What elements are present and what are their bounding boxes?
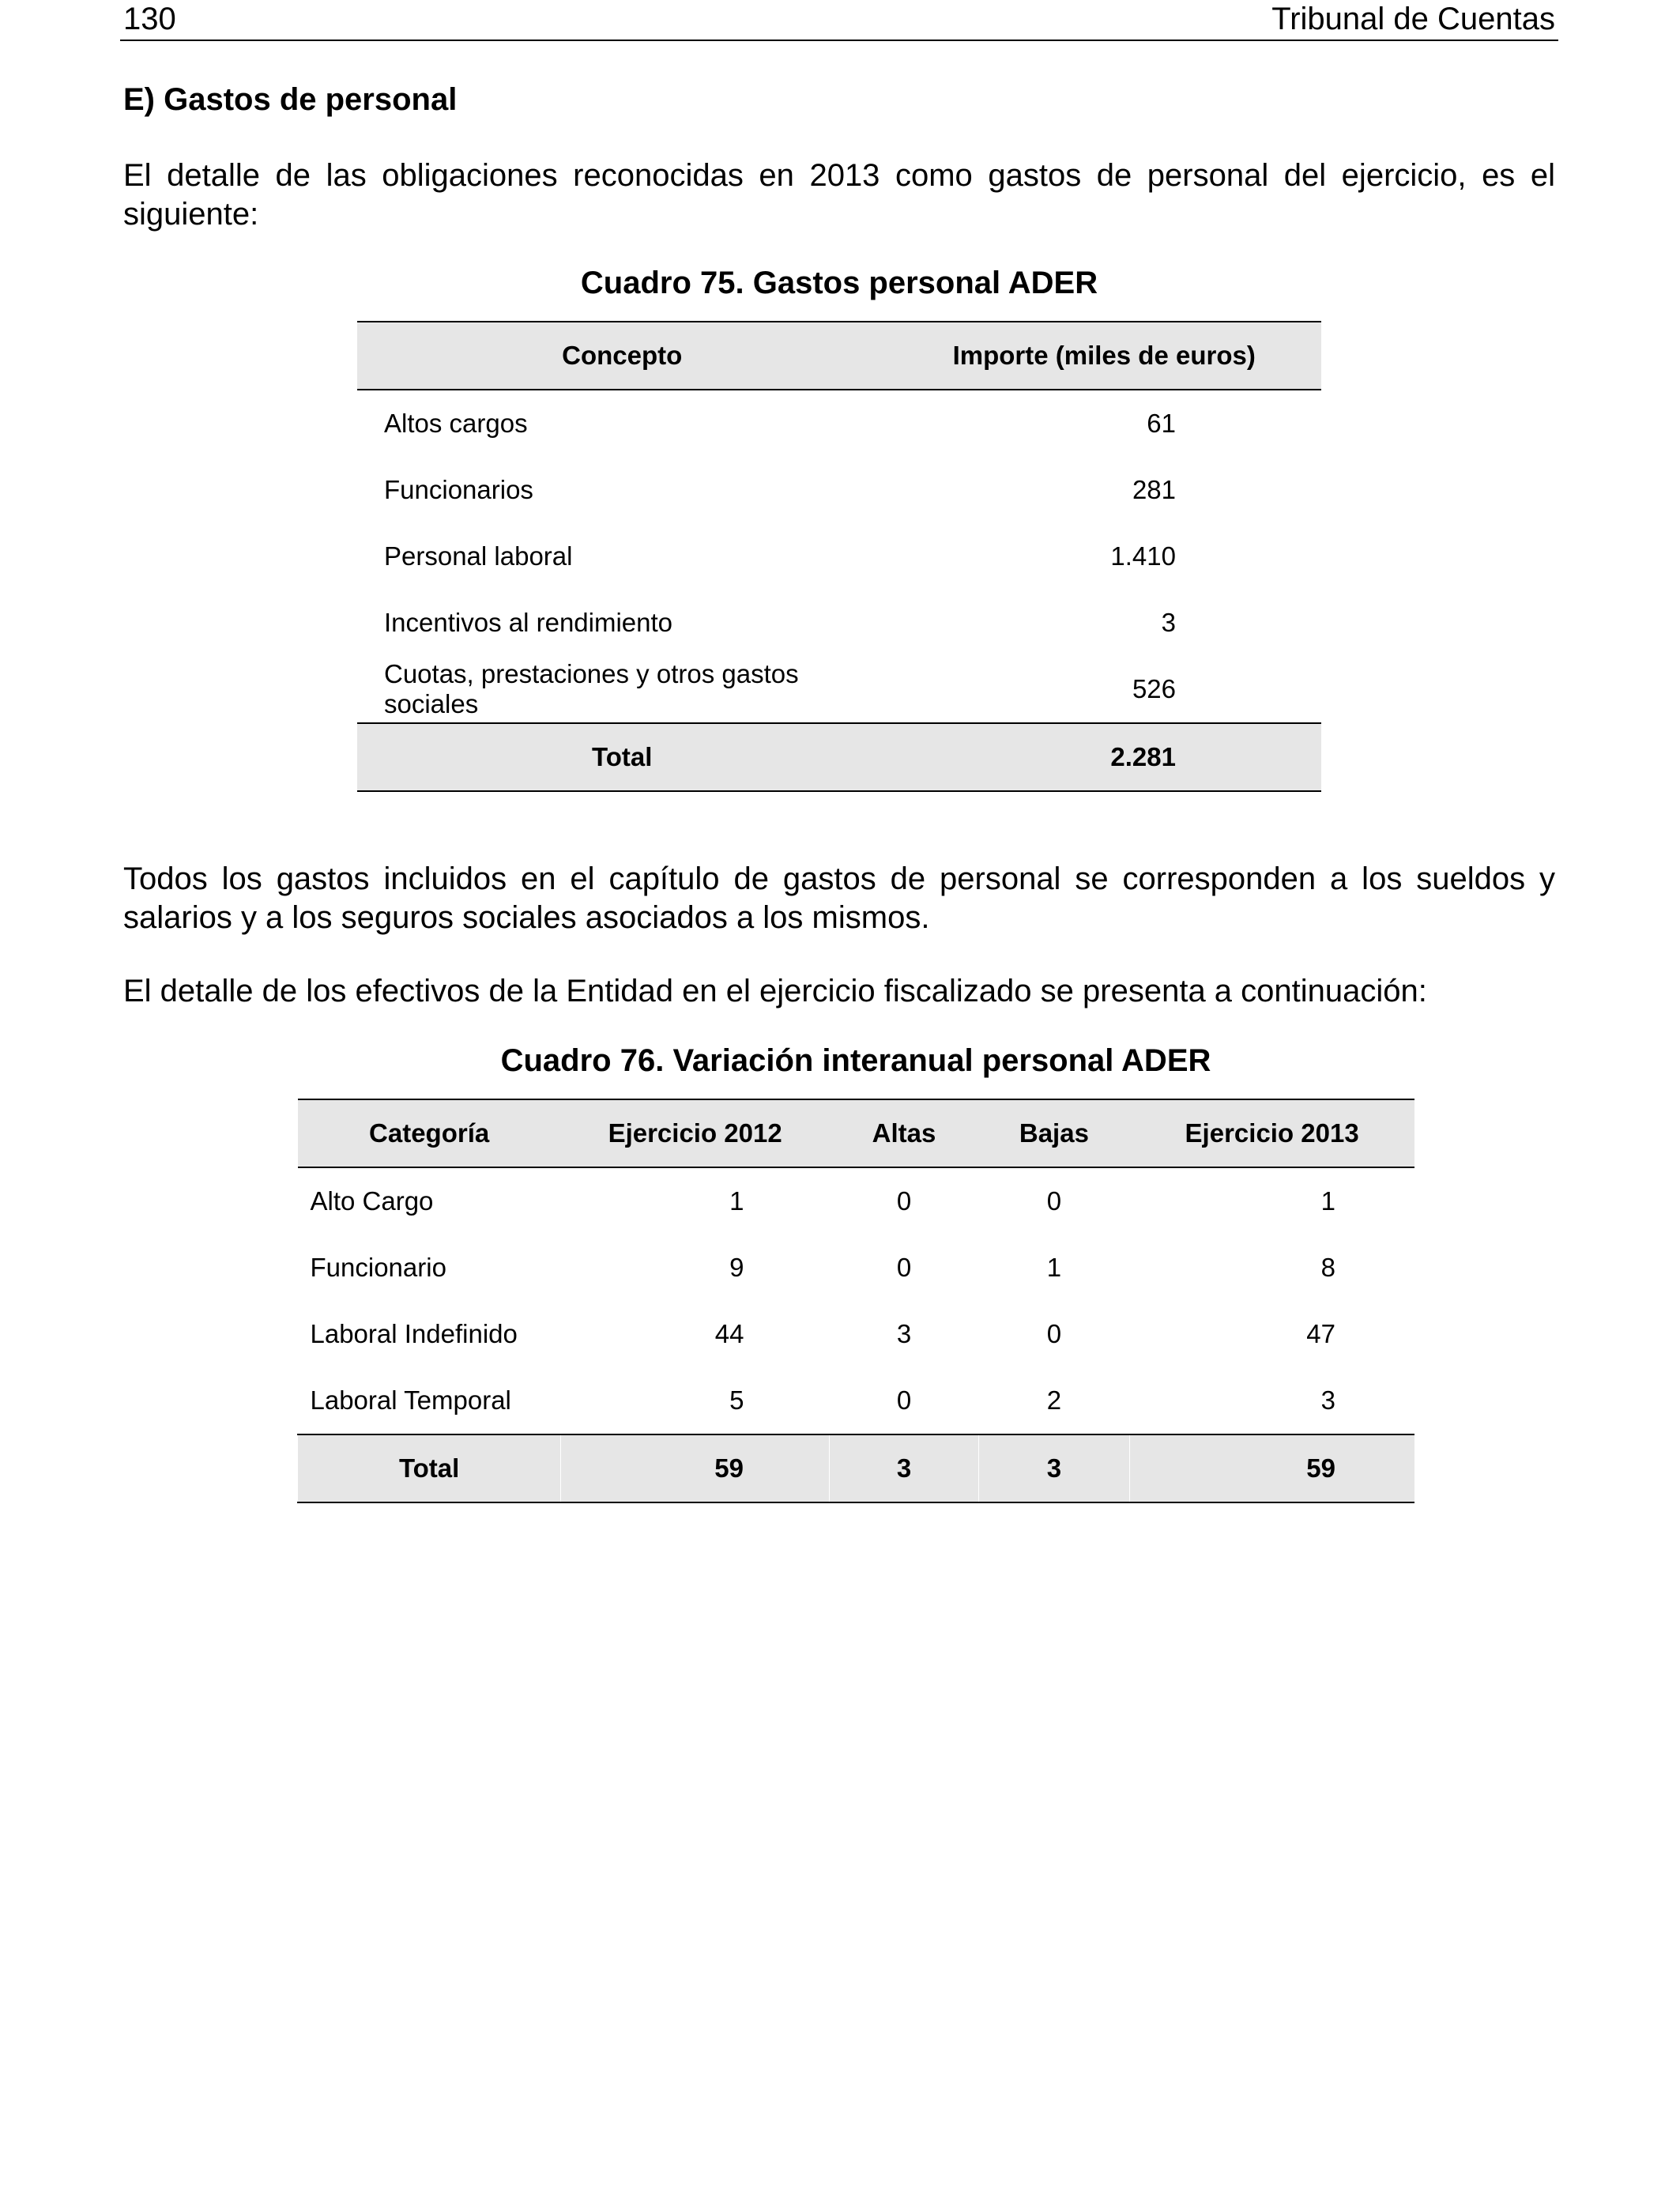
page-header (120, 0, 1558, 41)
cell-importe: 1.410 (1110, 541, 1176, 571)
section-heading: E) Gastos de personal (123, 82, 458, 117)
cell-categoria: Alto Cargo (310, 1186, 434, 1216)
total-label: Total (357, 723, 887, 791)
column-header-concepto: Concepto (357, 322, 887, 390)
column-header-bajas: Bajas (979, 1099, 1130, 1167)
column-header-altas: Altas (830, 1099, 979, 1167)
table-75-title: Cuadro 75. Gastos personal ADER (580, 266, 1098, 300)
cell-categoria: Laboral Temporal (310, 1385, 511, 1415)
gastos-note-paragraph: Todos los gastos incluidos en el capítulo de gastos de personal se corresponden a los sueldos y salarios y a los seguros sociales asociados a los mismos. (123, 861, 1555, 935)
cell-importe: 61 (1147, 409, 1176, 438)
total-label: Total (298, 1434, 561, 1502)
table-row (298, 1167, 1415, 1235)
table-row (357, 523, 1321, 590)
total-importe: 2.281 (887, 723, 1321, 791)
table-total-row (298, 1434, 1415, 1502)
cell-bajas: 1 (1046, 1253, 1062, 1282)
cell-importe: 3 (1161, 608, 1176, 637)
cell-ejercicio-2013: 1 (1320, 1186, 1335, 1216)
column-header-categoria: Categoría (298, 1099, 561, 1167)
total-ejercicio-2012: 59 (561, 1434, 830, 1502)
table-75-gastos-personal (357, 321, 1321, 792)
table-76-variacion-personal (297, 1099, 1414, 1503)
total-bajas: 3 (979, 1434, 1130, 1502)
cell-concepto: Incentivos al rendimiento (384, 608, 673, 637)
table-row (298, 1367, 1415, 1434)
cell-ejercicio-2012: 44 (714, 1319, 744, 1348)
cell-bajas: 0 (1046, 1186, 1062, 1216)
table-row (357, 590, 1321, 656)
page-number: 130 (123, 2, 176, 36)
table-row (357, 390, 1321, 457)
cell-altas: 0 (896, 1385, 912, 1415)
table-total-row (357, 723, 1321, 791)
table-row (298, 1301, 1415, 1367)
cell-categoria: Funcionario (310, 1253, 446, 1282)
cell-ejercicio-2012: 1 (729, 1186, 744, 1216)
column-header-ejercicio-2013: Ejercicio 2013 (1129, 1099, 1414, 1167)
cell-altas: 3 (896, 1319, 912, 1348)
cell-categoria: Laboral Indefinido (310, 1319, 518, 1348)
cell-ejercicio-2013: 47 (1306, 1319, 1335, 1348)
table-header-row (298, 1099, 1415, 1167)
table-header-row (357, 322, 1321, 390)
cell-bajas: 2 (1046, 1385, 1062, 1415)
cell-importe: 526 (1132, 674, 1176, 703)
cell-concepto: Cuotas, prestaciones y otros gastos sociales (384, 659, 799, 718)
header-title: Tribunal de Cuentas (1271, 2, 1555, 36)
cell-ejercicio-2013: 8 (1320, 1253, 1335, 1282)
efectivos-intro-paragraph: El detalle de los efectivos de la Entidad en el ejercicio fiscalizado se presenta a continuación: (123, 974, 1427, 1008)
total-altas: 3 (830, 1434, 979, 1502)
cell-concepto: Funcionarios (384, 475, 533, 504)
intro-paragraph: El detalle de las obligaciones reconocidas en 2013 como gastos de personal del ejercicio, es el siguiente: (123, 158, 1555, 232)
cell-altas: 0 (896, 1186, 912, 1216)
cell-ejercicio-2012: 9 (729, 1253, 744, 1282)
table-76-title: Cuadro 76. Variación interanual personal ADER (500, 1043, 1211, 1078)
cell-concepto: Personal laboral (384, 541, 573, 571)
column-header-ejercicio-2012: Ejercicio 2012 (561, 1099, 830, 1167)
table-row (357, 457, 1321, 523)
cell-altas: 0 (896, 1253, 912, 1282)
total-ejercicio-2013: 59 (1129, 1434, 1414, 1502)
cell-concepto: Altos cargos (384, 409, 528, 438)
column-header-importe: Importe (miles de euros) (887, 322, 1321, 390)
cell-ejercicio-2013: 3 (1320, 1385, 1335, 1415)
cell-bajas: 0 (1046, 1319, 1062, 1348)
table-row (357, 656, 1321, 723)
cell-ejercicio-2012: 5 (729, 1385, 744, 1415)
cell-importe: 281 (1132, 475, 1176, 504)
table-row (298, 1235, 1415, 1301)
